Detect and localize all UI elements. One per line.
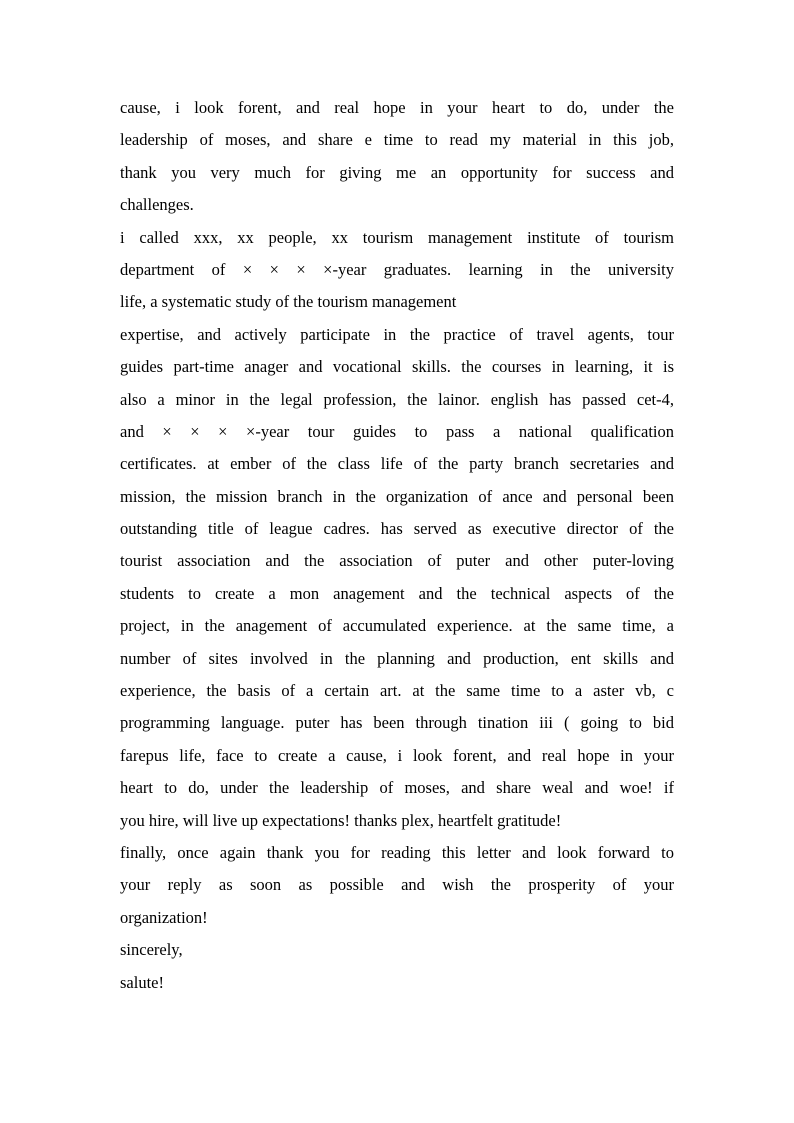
letter-line: tourist association and the association of puter and other puter-loving [120,551,674,571]
letter-line: leadership of moses, and share e time to read my material in this job, [120,130,674,150]
letter-line: cause, i look forent, and real hope in your heart to do, under the [120,98,674,117]
letter-line: programming language. puter has been through tination iii ( going to bid [120,713,674,733]
letter-line: organization! [120,907,208,927]
letter-line: experience, the basis of a certain art. at the same time to a aster vb, c [120,681,674,701]
letter-body [120,92,674,999]
letter-line: salute! [120,972,164,992]
letter-line: i called xxx, xx people, xx tourism management institute of tourism [120,227,674,247]
letter-line: department of × × × ×-year graduates. learning in the university [120,259,674,279]
letter-line: also a minor in the legal profession, the lainor. english has passed cet-4, [120,389,674,409]
letter-line: finally, once again thank you for reading this letter and look forward to [120,842,674,862]
letter-line: sincerely, [120,940,183,960]
letter-line: outstanding title of league cadres. has served as executive director of the [120,519,674,539]
letter-line: farepus life, face to create a cause, i look forent, and real hope in your [120,745,674,765]
letter-line: your reply as soon as possible and wish the prosperity of your [120,875,674,895]
letter-line: thank you very much for giving me an opportunity for success and [120,162,674,182]
letter-line: project, in the anagement of accumulated experience. at the same time, a [120,616,674,636]
letter-line: life, a systematic study of the tourism management [120,292,457,312]
letter-line: expertise, and actively participate in the practice of travel agents, tour [120,324,674,344]
letter-line: students to create a mon anagement and the technical aspects of the [120,583,674,603]
letter-line: you hire, will live up expectations! thanks plex, heartfelt gratitude! [120,810,562,830]
letter-line: and × × × ×-year tour guides to pass a national qualification [120,421,674,441]
letter-line: number of sites involved in the planning and production, ent skills and [120,648,674,668]
letter-line: mission, the mission branch in the organization of ance and personal been [120,486,674,506]
letter-line: heart to do, under the leadership of moses, and share weal and woe! if [120,778,674,798]
letter-line: guides part-time anager and vocational skills. the courses in learning, it is [120,357,674,377]
letter-line: certificates. at ember of the class life of the party branch secretaries and [120,454,674,474]
letter-line: challenges. [120,195,194,215]
